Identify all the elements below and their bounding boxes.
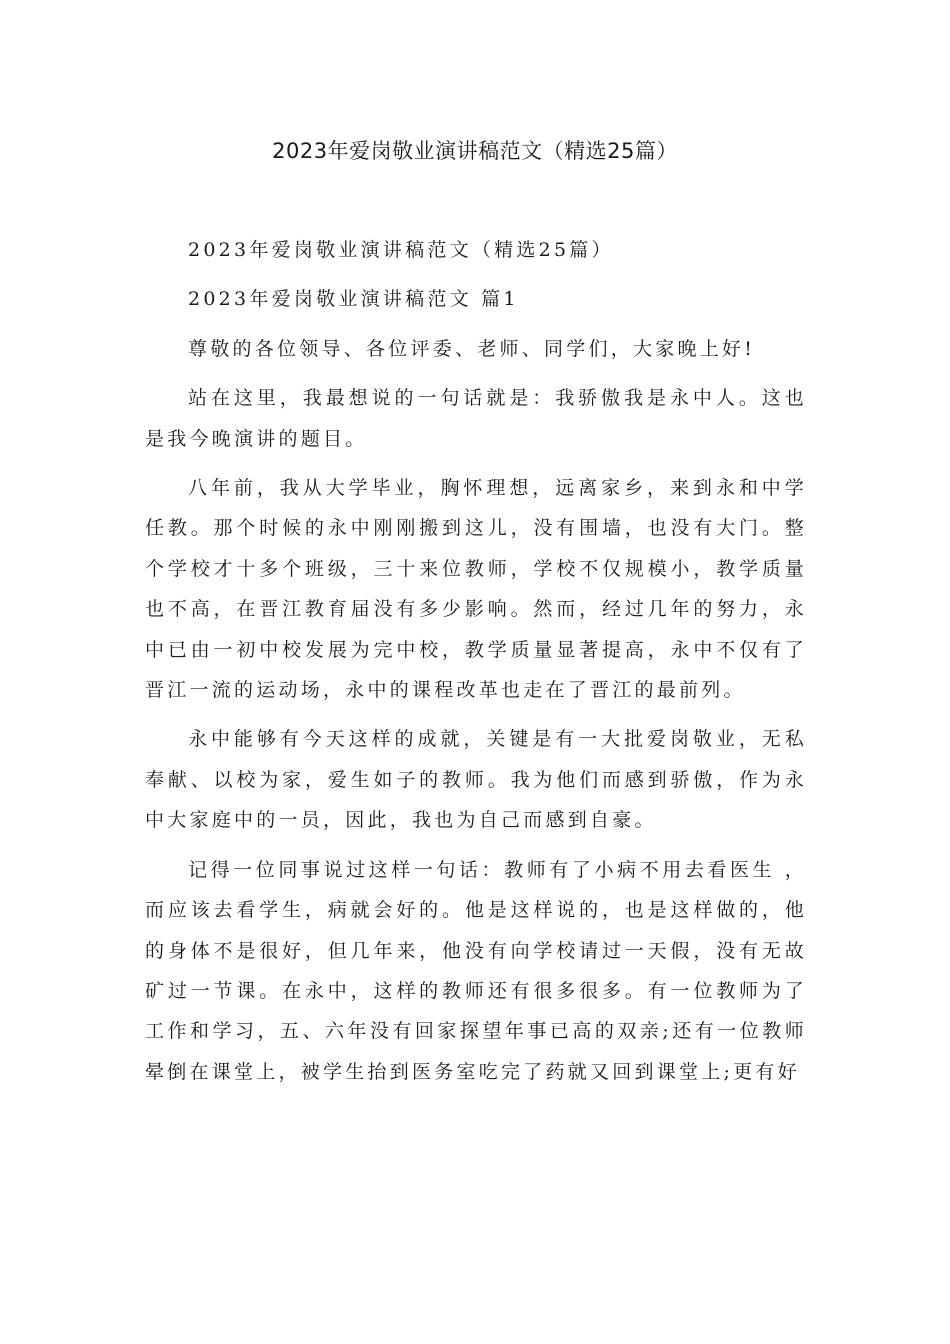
paragraph-1: 站在这里，我最想说的一句话就是：我骄傲我是永中人。这也是我今晚演讲的题目。 bbox=[145, 387, 807, 450]
document-body bbox=[145, 230, 807, 1092]
paragraph-3: 永中能够有今天这样的成就，关键是有一大批爱岗敬业，无私奉献、以校为家，爱生如子的教师。我为他们而感到骄傲，作为永中大家庭中的一员，因此，我也为自己而感到自豪。 bbox=[145, 728, 807, 832]
paragraph-subtitle: 2023年爱岗敬业演讲稿范文（精选25篇） bbox=[188, 239, 614, 261]
paragraph-4: 记得一位同事说过这样一句话：教师有了小病不用去看医生 ，而应该去看学生，病就会好的。他是这样说的，也是这样做的，他的身体不是很好，但几年来，他没有向学校请过一天假，没有无故矿过一节课。在永中，这样的教师还有很多很多。有一位教师为了工作和学习，五、六年没有回家探望年事已高的双亲;还有一位教师晕倒在课堂上，被学生抬到医务室吃完了药就又回到课堂上;更有好 bbox=[145, 858, 807, 1083]
paragraph-section-heading: 2023年爱岗敬业演讲稿范文 篇1 bbox=[188, 288, 519, 311]
paragraph-greeting: 尊敬的各位领导、各位评委、老师、同学们，大家晚上好! bbox=[188, 337, 756, 360]
paragraph-2: 八年前，我从大学毕业，胸怀理想，远离家乡，来到永和中学任教。那个时候的永中刚刚搬到这儿，没有围墙，也没有大门。整个学校才十多个班级，三十来位教师，学校不仅规模小，教学质量也不高，在晋江教育届没有多少影响。然而，经过几年的努力，永中已由一初中校发展为完中校，教学质量显著提高，永中不仅有了晋江一流的运动场，永中的课程改革也走在了晋江的最前列。 bbox=[145, 477, 807, 702]
document-title: 2023年爱岗敬业演讲稿范文（精选25篇） bbox=[272, 139, 678, 163]
